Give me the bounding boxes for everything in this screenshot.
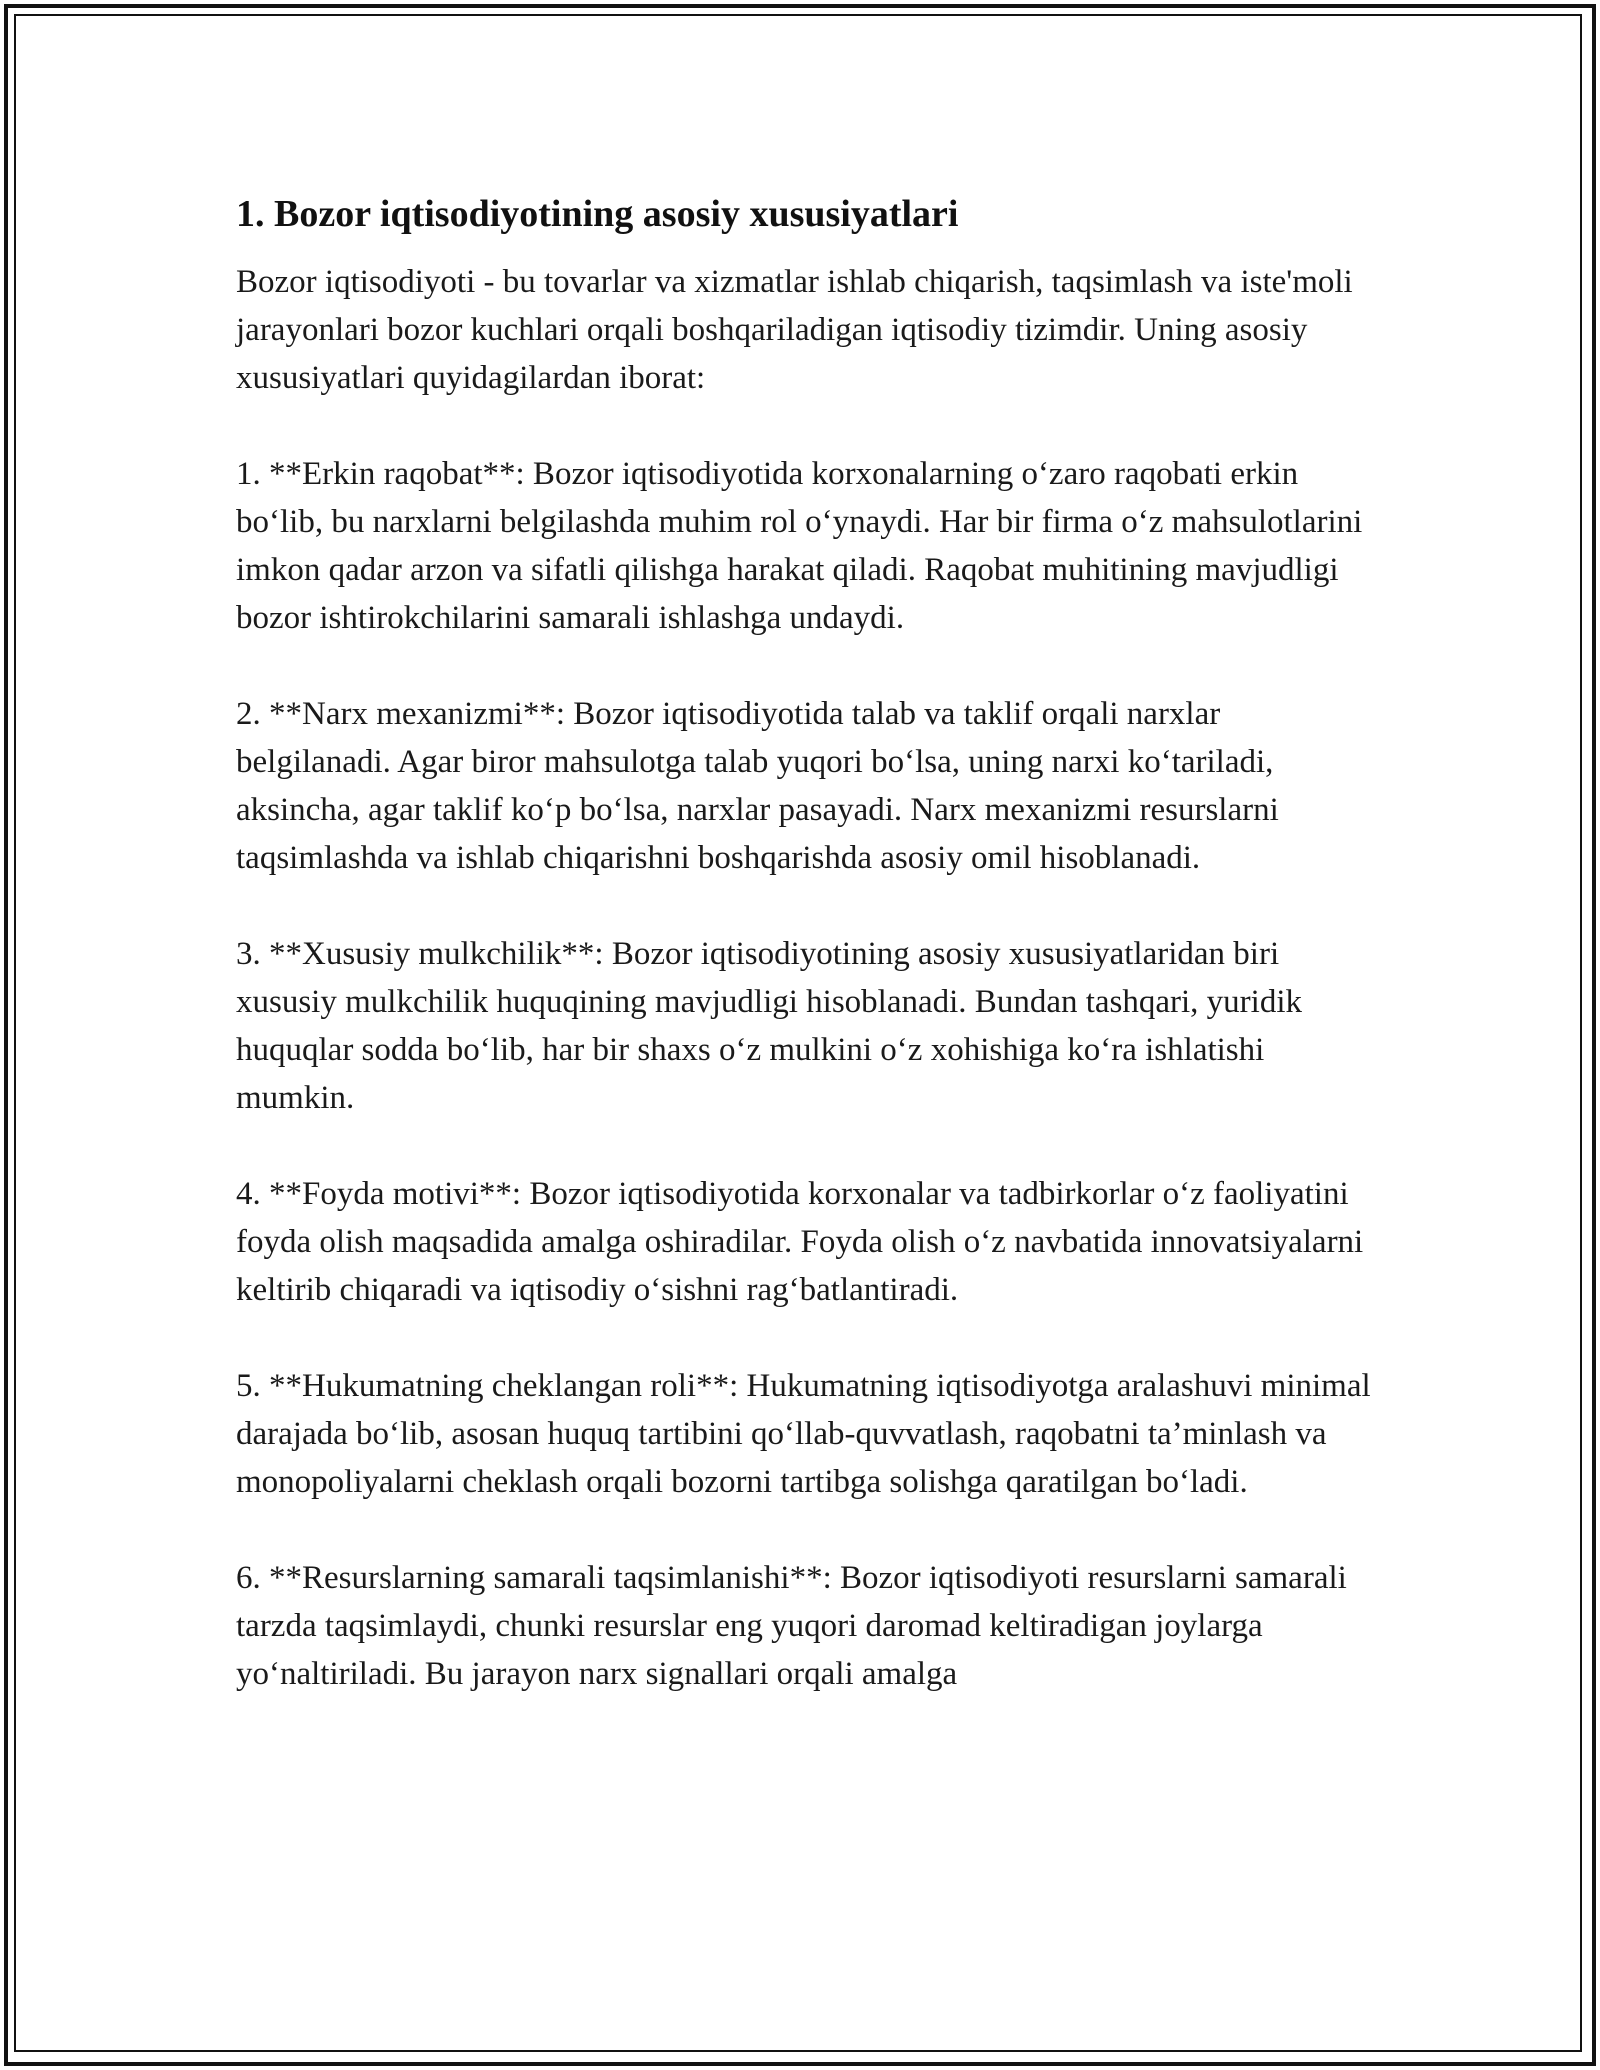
- document-title: 1. Bozor iqtisodiyotining asosiy xususiyatlari: [236, 193, 959, 235]
- paragraph-hukumat-roli: 5. **Hukumatning cheklangan roli**: Hukumatning iqtisodiyotga aralashuvi minimal darajada bo‘lib, asosan huquq tartibini qo‘llab-quvvatlash, raqobatni ta’minlash va monopoliyalarni cheklash orqali bozorni tartibga solishga qaratilgan bo‘ladi.: [236, 1368, 1371, 1500]
- paragraph-xususiy-mulkchilik: 3. **Xususiy mulkchilik**: Bozor iqtisodiyotining asosiy xususiyatlaridan biri xususiy mulkchilik huquqining mavjudligi hisoblanadi. Bundan tashqari, yuridik huquqlar sodda bo‘lib, har bir shaxs o‘z mulkini o‘z xohishiga ko‘ra ishlatishi mumkin.: [236, 936, 1303, 1116]
- paragraph-erkin-raqobat: 1. **Erkin raqobat**: Bozor iqtisodiyotida korxonalarning o‘zaro raqobati erkin bo‘lib, bu narxlarni belgilashda muhim rol o‘ynaydi. Har bir firma o‘z mahsulotlarini imkon qadar arzon va sifatli qilishga harakat qiladi. Raqobat muhitining mavjudligi bozor ishtirokchilarini samarali ishlashga undaydi.: [236, 456, 1363, 636]
- paragraph-foyda-motivi: 4. **Foyda motivi**: Bozor iqtisodiyotida korxonalar va tadbirkorlar o‘z faoliyatini foyda olish maqsadida amalga oshiradilar. Foyda olish o‘z navbatida innovatsiyalarni keltirib chiqaradi va iqtisodiy o‘sishni rag‘batlantiradi.: [236, 1176, 1364, 1308]
- document-body: [236, 190, 1376, 1746]
- intro-paragraph: Bozor iqtisodiyoti - bu tovarlar va xizmatlar ishlab chiqarish, taqsimlash va iste'moli jarayonlari bozor kuchlari orqali boshqariladigan iqtisodiy tizimdir. Uning asosiy xususiyatlari quyidagilardan iborat:: [236, 264, 1353, 396]
- paragraph-resurslar-taqsimlanishi: 6. **Resurslarning samarali taqsimlanishi**: Bozor iqtisodiyoti resurslarni samarali tarzda taqsimlaydi, chunki resurslar eng yuqori daromad keltiradigan joylarga yo‘naltiriladi. Bu jarayon narx signallari orqali amalga: [236, 1560, 1347, 1692]
- paragraph-narx-mexanizmi: 2. **Narx mexanizmi**: Bozor iqtisodiyotida talab va taklif orqali narxlar belgilanadi. Agar biror mahsulotga talab yuqori bo‘lsa, uning narxi ko‘tariladi, aksincha, agar taklif ko‘p bo‘lsa, narxlar pasayadi. Narx mexanizmi resurslarni taqsimlashda va ishlab chiqarishni boshqarishda asosiy omil hisoblanadi.: [236, 696, 1279, 876]
